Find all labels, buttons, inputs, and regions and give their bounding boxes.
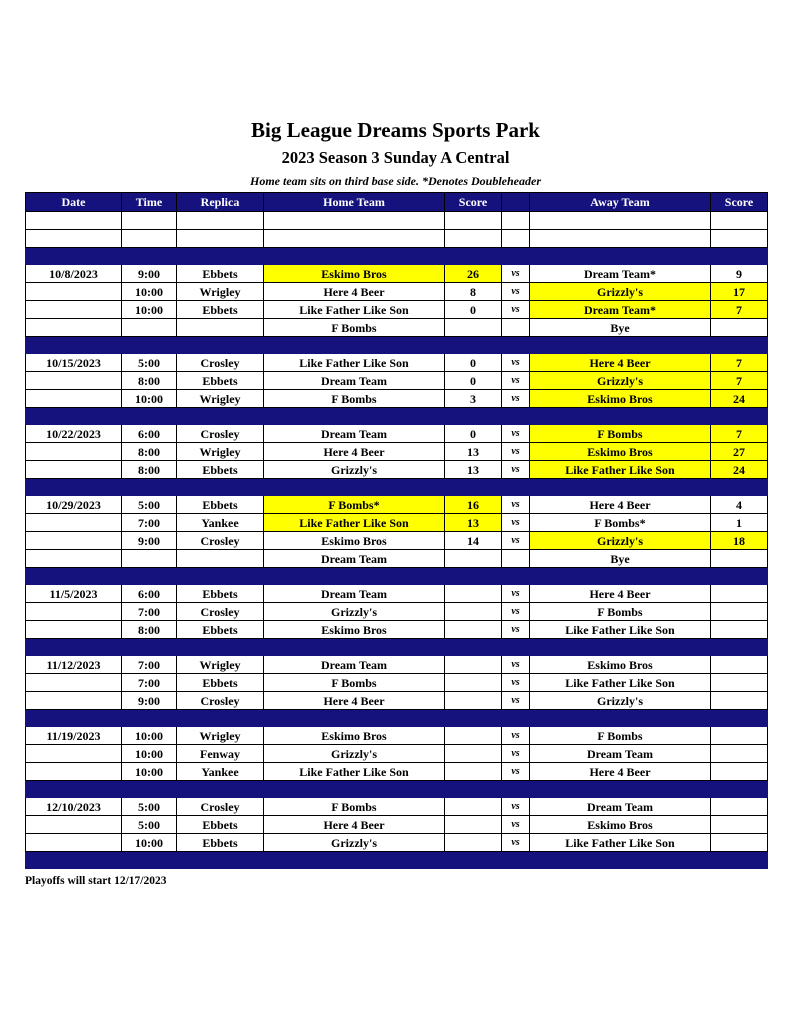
column-header-date: Date xyxy=(26,193,122,212)
home-team: Grizzly's xyxy=(264,461,445,479)
vs-label: vs xyxy=(502,514,530,532)
away-score: 24 xyxy=(711,390,768,408)
vs-label: vs xyxy=(502,443,530,461)
column-header-away-score: Score xyxy=(711,193,768,212)
game-replica: Ebbets xyxy=(177,621,264,639)
game-row xyxy=(26,727,768,745)
column-header-away-team: Away Team xyxy=(530,193,711,212)
away-team: Here 4 Beer xyxy=(530,585,711,603)
vs-label: vs xyxy=(502,727,530,745)
game-date xyxy=(26,816,122,834)
game-time: 7:00 xyxy=(122,674,177,692)
game-replica: Crosley xyxy=(177,354,264,372)
page-subtitle: 2023 Season 3 Sunday A Central xyxy=(281,148,510,167)
vs-label: vs xyxy=(502,763,530,781)
home-score: 0 xyxy=(445,354,502,372)
away-score xyxy=(711,674,768,692)
home-score xyxy=(445,798,502,816)
game-replica: Ebbets xyxy=(177,301,264,319)
game-replica: Yankee xyxy=(177,763,264,781)
week-separator xyxy=(26,639,768,656)
away-score xyxy=(711,603,768,621)
week-separator xyxy=(26,710,768,727)
away-team: Like Father Like Son xyxy=(530,674,711,692)
away-team: Dream Team* xyxy=(530,265,711,283)
game-time: 6:00 xyxy=(122,425,177,443)
home-team: Here 4 Beer xyxy=(264,443,445,461)
game-row xyxy=(26,372,768,390)
home-score: 3 xyxy=(445,390,502,408)
home-score xyxy=(445,727,502,745)
game-row xyxy=(26,692,768,710)
home-team: Dream Team xyxy=(264,656,445,674)
game-replica: Ebbets xyxy=(177,265,264,283)
game-row xyxy=(26,461,768,479)
game-time: 10:00 xyxy=(122,763,177,781)
game-time: 5:00 xyxy=(122,816,177,834)
game-row xyxy=(26,656,768,674)
game-date xyxy=(26,372,122,390)
vs-label: vs xyxy=(502,656,530,674)
away-team: Eskimo Bros xyxy=(530,656,711,674)
game-date: 10/15/2023 xyxy=(26,354,122,372)
game-time: 10:00 xyxy=(122,834,177,852)
game-time: 8:00 xyxy=(122,461,177,479)
away-team: F Bombs xyxy=(530,425,711,443)
home-score xyxy=(445,603,502,621)
home-team: F Bombs xyxy=(264,674,445,692)
away-team: Here 4 Beer xyxy=(530,763,711,781)
game-replica: Fenway xyxy=(177,745,264,763)
game-date: 11/5/2023 xyxy=(26,585,122,603)
game-date xyxy=(26,301,122,319)
game-row xyxy=(26,763,768,781)
away-score xyxy=(711,621,768,639)
game-time: 9:00 xyxy=(122,532,177,550)
home-team: Dream Team xyxy=(264,372,445,390)
home-score xyxy=(445,692,502,710)
home-score: 0 xyxy=(445,301,502,319)
home-team: Dream Team xyxy=(264,425,445,443)
home-score xyxy=(445,550,502,568)
game-date xyxy=(26,621,122,639)
game-row xyxy=(26,265,768,283)
away-team: Like Father Like Son xyxy=(530,461,711,479)
game-row xyxy=(26,496,768,514)
away-score xyxy=(711,816,768,834)
game-row xyxy=(26,301,768,319)
home-team: Like Father Like Son xyxy=(264,354,445,372)
game-date xyxy=(26,443,122,461)
week-separator xyxy=(26,568,768,585)
vs-label: vs xyxy=(502,301,530,319)
home-team: Dream Team xyxy=(264,550,445,568)
away-score xyxy=(711,585,768,603)
home-team: Grizzly's xyxy=(264,603,445,621)
away-team: Grizzly's xyxy=(530,372,711,390)
home-score: 16 xyxy=(445,496,502,514)
playoffs-note: Playoffs will start 12/17/2023 xyxy=(25,875,167,887)
away-team: Like Father Like Son xyxy=(530,621,711,639)
away-score: 18 xyxy=(711,532,768,550)
game-time: 7:00 xyxy=(122,603,177,621)
vs-label: vs xyxy=(502,745,530,763)
game-row xyxy=(26,425,768,443)
game-row xyxy=(26,390,768,408)
home-team: Grizzly's xyxy=(264,834,445,852)
game-time: 5:00 xyxy=(122,798,177,816)
home-score: 8 xyxy=(445,283,502,301)
game-time: 5:00 xyxy=(122,354,177,372)
game-row xyxy=(26,674,768,692)
game-time: 10:00 xyxy=(122,283,177,301)
home-team: F Bombs xyxy=(264,390,445,408)
vs-label: vs xyxy=(502,265,530,283)
game-row xyxy=(26,283,768,301)
away-team: Bye xyxy=(530,319,711,337)
vs-label: vs xyxy=(502,354,530,372)
game-replica: Ebbets xyxy=(177,372,264,390)
away-team: Here 4 Beer xyxy=(530,496,711,514)
game-replica: Wrigley xyxy=(177,727,264,745)
home-score: 26 xyxy=(445,265,502,283)
away-score xyxy=(711,656,768,674)
game-replica: Crosley xyxy=(177,532,264,550)
game-time: 9:00 xyxy=(122,692,177,710)
game-date xyxy=(26,514,122,532)
week-separator xyxy=(26,479,768,496)
vs-label: vs xyxy=(502,674,530,692)
week-separator xyxy=(26,248,768,265)
schedule-table xyxy=(25,192,768,869)
away-score: 27 xyxy=(711,443,768,461)
game-date xyxy=(26,283,122,301)
away-team: F Bombs xyxy=(530,603,711,621)
game-replica: Crosley xyxy=(177,692,264,710)
game-time: 9:00 xyxy=(122,265,177,283)
away-score: 4 xyxy=(711,496,768,514)
away-score xyxy=(711,763,768,781)
game-date: 10/8/2023 xyxy=(26,265,122,283)
vs-label: vs xyxy=(502,816,530,834)
blank-row xyxy=(26,230,768,248)
away-team: Grizzly's xyxy=(530,692,711,710)
game-date: 10/22/2023 xyxy=(26,425,122,443)
home-team: Eskimo Bros xyxy=(264,727,445,745)
away-team: Eskimo Bros xyxy=(530,443,711,461)
away-team: Dream Team xyxy=(530,798,711,816)
vs-label: vs xyxy=(502,585,530,603)
game-replica: Ebbets xyxy=(177,816,264,834)
game-time: 7:00 xyxy=(122,656,177,674)
home-score: 13 xyxy=(445,443,502,461)
away-team: Eskimo Bros xyxy=(530,390,711,408)
column-header-vs xyxy=(502,193,530,212)
game-row xyxy=(26,603,768,621)
home-score xyxy=(445,834,502,852)
home-score xyxy=(445,656,502,674)
away-score xyxy=(711,727,768,745)
table-header-row xyxy=(26,193,768,212)
game-row xyxy=(26,550,768,568)
away-score: 17 xyxy=(711,283,768,301)
vs-label: vs xyxy=(502,621,530,639)
game-row xyxy=(26,532,768,550)
game-time: 7:00 xyxy=(122,514,177,532)
away-score xyxy=(711,319,768,337)
week-separator xyxy=(26,408,768,425)
game-replica: Ebbets xyxy=(177,461,264,479)
home-team: Eskimo Bros xyxy=(264,265,445,283)
vs-label: vs xyxy=(502,692,530,710)
vs-label: vs xyxy=(502,425,530,443)
game-time: 10:00 xyxy=(122,745,177,763)
game-time: 10:00 xyxy=(122,301,177,319)
game-date xyxy=(26,532,122,550)
vs-label: vs xyxy=(502,834,530,852)
away-score: 9 xyxy=(711,265,768,283)
game-date xyxy=(26,674,122,692)
game-date xyxy=(26,745,122,763)
game-replica: Wrigley xyxy=(177,283,264,301)
away-team: Here 4 Beer xyxy=(530,354,711,372)
vs-label: vs xyxy=(502,283,530,301)
game-date: 11/12/2023 xyxy=(26,656,122,674)
home-team: Dream Team xyxy=(264,585,445,603)
game-date: 12/10/2023 xyxy=(26,798,122,816)
game-time: 8:00 xyxy=(122,621,177,639)
home-score: 13 xyxy=(445,461,502,479)
game-replica xyxy=(177,550,264,568)
game-replica: Ebbets xyxy=(177,585,264,603)
away-team: Grizzly's xyxy=(530,532,711,550)
away-score xyxy=(711,550,768,568)
game-replica: Ebbets xyxy=(177,674,264,692)
away-team: F Bombs* xyxy=(530,514,711,532)
game-time: 10:00 xyxy=(122,727,177,745)
home-score xyxy=(445,585,502,603)
home-team: F Bombs xyxy=(264,798,445,816)
home-score xyxy=(445,763,502,781)
home-score: 14 xyxy=(445,532,502,550)
home-team: Here 4 Beer xyxy=(264,283,445,301)
game-row xyxy=(26,834,768,852)
game-time xyxy=(122,319,177,337)
game-replica: Ebbets xyxy=(177,834,264,852)
vs-label xyxy=(502,319,530,337)
blank-row xyxy=(26,212,768,230)
game-row xyxy=(26,443,768,461)
away-score: 7 xyxy=(711,301,768,319)
game-date xyxy=(26,550,122,568)
home-team: Like Father Like Son xyxy=(264,514,445,532)
page-title: Big League Dreams Sports Park xyxy=(251,118,540,142)
vs-label: vs xyxy=(502,372,530,390)
home-score: 13 xyxy=(445,514,502,532)
column-header-replica: Replica xyxy=(177,193,264,212)
week-separator xyxy=(26,852,768,869)
home-score xyxy=(445,816,502,834)
away-score xyxy=(711,745,768,763)
away-team: Bye xyxy=(530,550,711,568)
home-score: 0 xyxy=(445,372,502,390)
home-team: Like Father Like Son xyxy=(264,301,445,319)
game-row xyxy=(26,798,768,816)
schedule-note: Home team sits on third base side. *Denotes Doubleheader xyxy=(250,174,541,188)
home-score xyxy=(445,745,502,763)
game-date xyxy=(26,603,122,621)
home-score xyxy=(445,319,502,337)
vs-label: vs xyxy=(502,603,530,621)
game-date: 10/29/2023 xyxy=(26,496,122,514)
home-score: 0 xyxy=(445,425,502,443)
home-team: Like Father Like Son xyxy=(264,763,445,781)
game-date xyxy=(26,763,122,781)
game-replica: Crosley xyxy=(177,603,264,621)
game-date: 11/19/2023 xyxy=(26,727,122,745)
home-team: F Bombs xyxy=(264,319,445,337)
game-date xyxy=(26,390,122,408)
game-row xyxy=(26,621,768,639)
vs-label xyxy=(502,550,530,568)
away-team: Like Father Like Son xyxy=(530,834,711,852)
game-replica: Ebbets xyxy=(177,496,264,514)
away-team: Eskimo Bros xyxy=(530,816,711,834)
game-row xyxy=(26,816,768,834)
game-time: 8:00 xyxy=(122,443,177,461)
away-score: 7 xyxy=(711,354,768,372)
game-replica: Crosley xyxy=(177,425,264,443)
vs-label: vs xyxy=(502,496,530,514)
away-score: 1 xyxy=(711,514,768,532)
column-header-home-team: Home Team xyxy=(264,193,445,212)
game-replica: Wrigley xyxy=(177,443,264,461)
vs-label: vs xyxy=(502,798,530,816)
game-replica: Crosley xyxy=(177,798,264,816)
game-time xyxy=(122,550,177,568)
away-team: Dream Team xyxy=(530,745,711,763)
home-score xyxy=(445,674,502,692)
game-replica: Wrigley xyxy=(177,656,264,674)
game-row xyxy=(26,319,768,337)
week-separator xyxy=(26,781,768,798)
schedule-body xyxy=(26,212,768,869)
game-row xyxy=(26,514,768,532)
game-date xyxy=(26,461,122,479)
away-score: 7 xyxy=(711,372,768,390)
column-header-time: Time xyxy=(122,193,177,212)
away-team: F Bombs xyxy=(530,727,711,745)
away-team: Dream Team* xyxy=(530,301,711,319)
game-time: 5:00 xyxy=(122,496,177,514)
game-replica xyxy=(177,319,264,337)
home-team: Eskimo Bros xyxy=(264,621,445,639)
home-team: F Bombs* xyxy=(264,496,445,514)
away-score xyxy=(711,834,768,852)
home-score xyxy=(445,621,502,639)
home-team: Eskimo Bros xyxy=(264,532,445,550)
game-row xyxy=(26,585,768,603)
home-team: Grizzly's xyxy=(264,745,445,763)
away-team: Grizzly's xyxy=(530,283,711,301)
game-replica: Yankee xyxy=(177,514,264,532)
game-date xyxy=(26,692,122,710)
game-date xyxy=(26,834,122,852)
away-score xyxy=(711,692,768,710)
away-score: 24 xyxy=(711,461,768,479)
week-separator xyxy=(26,337,768,354)
away-score: 7 xyxy=(711,425,768,443)
vs-label: vs xyxy=(502,532,530,550)
game-replica: Wrigley xyxy=(177,390,264,408)
home-team: Here 4 Beer xyxy=(264,816,445,834)
game-date xyxy=(26,319,122,337)
game-row xyxy=(26,745,768,763)
game-time: 6:00 xyxy=(122,585,177,603)
game-time: 8:00 xyxy=(122,372,177,390)
column-header-home-score: Score xyxy=(445,193,502,212)
game-time: 10:00 xyxy=(122,390,177,408)
vs-label: vs xyxy=(502,461,530,479)
game-row xyxy=(26,354,768,372)
away-score xyxy=(711,798,768,816)
vs-label: vs xyxy=(502,390,530,408)
home-team: Here 4 Beer xyxy=(264,692,445,710)
